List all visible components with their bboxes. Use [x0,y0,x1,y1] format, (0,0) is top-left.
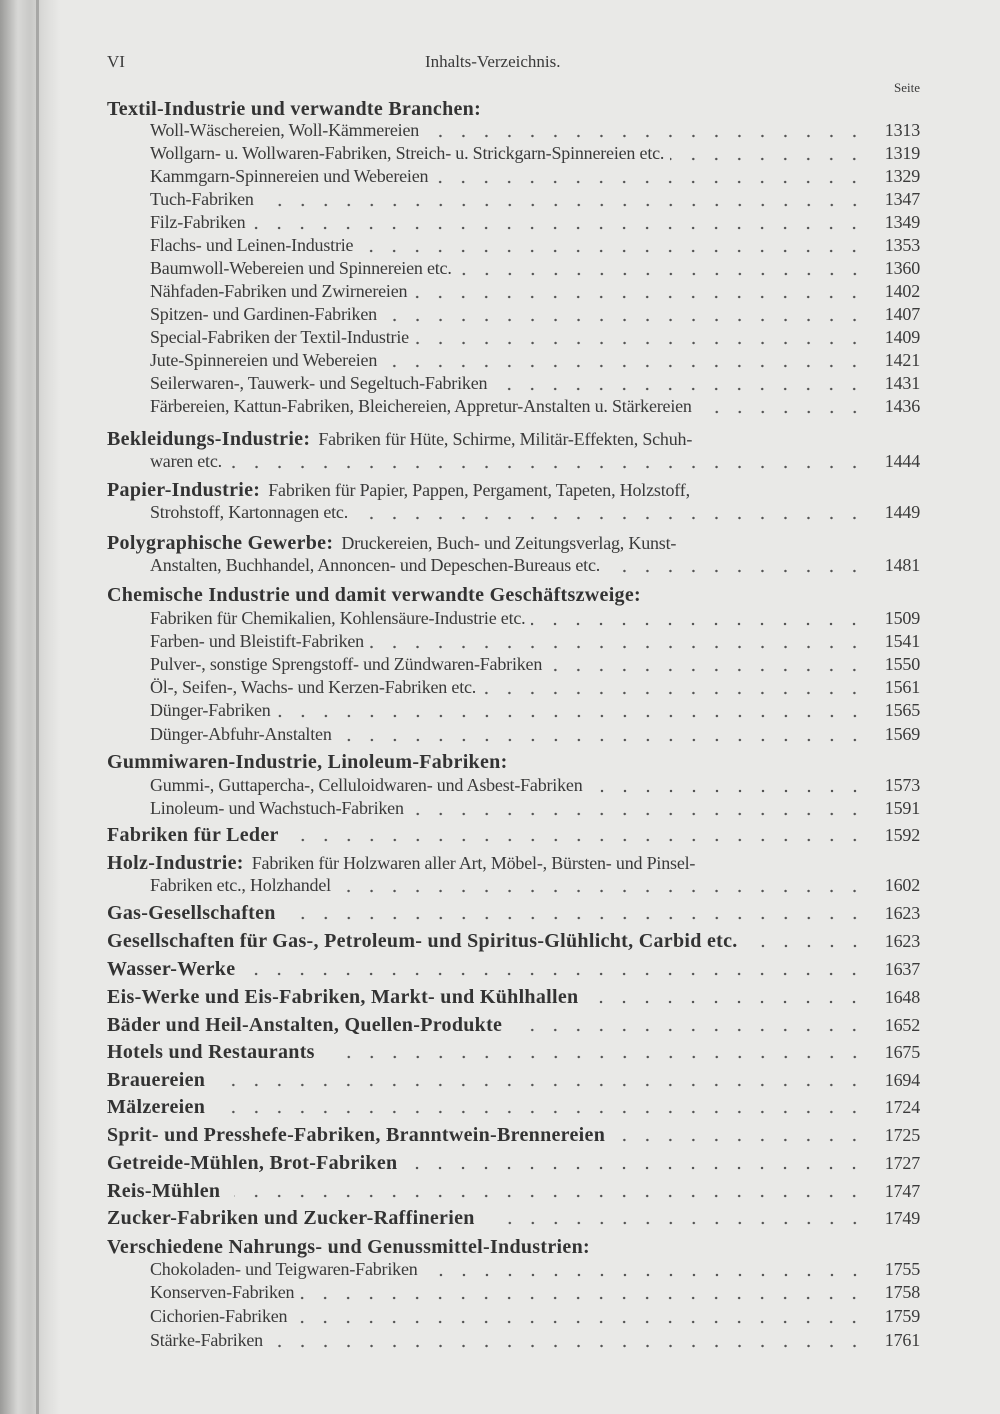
section-heading: Mälzereien [107,1096,206,1118]
dot-leader [415,341,866,345]
dot-leader [698,410,866,414]
dot-leader [413,295,866,299]
toc-entry [150,654,920,678]
book-spine-line [36,0,39,1414]
section-heading: Chemische Industrie und damit verwandte Geschäftszweige: [107,584,641,606]
toc-entry [150,631,920,655]
entry-label: Fabriken für Holzwaren aller Art, Möbel-, Bürsten- und Pinsel- [251,853,696,873]
page-ref: 1313 [884,120,920,140]
dot-leader [219,1110,866,1114]
section-heading: Gummiwaren-Industrie, Linoleum-Fabriken: [107,751,508,773]
dot-leader [670,157,866,161]
toc-entry [150,775,920,799]
toc-entry [150,258,920,282]
entry-label: Anstalten, Buchhandel, Annoncen- und Depeschen-Bureaus etc. [150,555,601,575]
page-ref: 1569 [884,724,920,744]
page-ref: 1591 [884,798,920,818]
page-ref: 1623 [884,903,920,923]
dot-leader [482,691,866,695]
dot-leader [228,465,866,469]
toc-entry [150,1282,920,1306]
dot-leader [300,1296,866,1300]
page-ref: 1592 [884,825,920,845]
page-number: VI [107,52,125,71]
section-chemie [107,584,920,608]
dot-leader [489,1221,866,1225]
entry-label: waren etc. [150,451,222,471]
section-nahrung [107,1236,920,1260]
page-ref: 1602 [884,875,920,895]
section-heading: Holz-Industrie: [107,852,244,874]
toc-entry [150,677,920,701]
page-title: Inhalts-Verzeichnis. [425,52,561,71]
page-ref: 1431 [884,373,920,393]
toc-entry [150,555,920,579]
dot-leader [293,838,866,842]
toc-entry [150,798,920,822]
dot-leader [383,318,866,322]
page-ref: 1541 [884,631,920,651]
page-ref: 1675 [884,1042,920,1062]
toc-entry [150,724,920,748]
page-ref: 1436 [884,396,920,416]
page-ref: 1481 [884,555,920,575]
dot-leader [434,180,866,184]
page-ref: 1749 [884,1208,920,1228]
seite-label: Seite [894,80,920,95]
page-ref: 1421 [884,350,920,370]
section-heading: Getreide-Mühlen, Brot-Fabriken [107,1152,398,1174]
page-ref: 1407 [884,304,920,324]
page-ref: 1319 [884,143,920,163]
entry-label: Wollgarn- u. Wollwaren-Fabriken, Streich- u. Strickgarn-Spinnereien etc. [150,143,665,163]
page-ref: 1727 [884,1153,920,1173]
toc-entry [150,350,920,374]
toc-entry [150,1259,920,1283]
section-heading: Polygraphische Gewerbe: [107,532,334,554]
section-heading: Verschiedene Nahrungs- und Genussmittel-Industrien: [107,1236,590,1258]
page-ref: 1347 [884,189,920,209]
dot-leader [370,645,866,649]
page-ref: 1758 [884,1282,920,1302]
page-ref: 1573 [884,775,920,795]
dot-leader [424,1273,866,1277]
book-spine-shadow [0,0,60,1414]
section-heading: Bäder und Heil-Anstalten, Quellen-Produkte [107,1014,503,1036]
section-entry [107,1096,920,1120]
section-leder [107,824,920,848]
section-entry [107,1041,920,1065]
dot-leader [410,812,866,816]
toc-entry [150,1306,920,1330]
section-heading: Gesellschaften für Gas-, Petroleum- und Spiritus-Glühlicht, Carbid etc. [107,930,738,952]
page-ref: 1652 [884,1015,920,1035]
page-ref: 1761 [884,1330,920,1350]
page-ref: 1353 [884,235,920,255]
page-ref: 1550 [884,654,920,674]
section-heading: Hotels und Restaurants [107,1041,315,1063]
dot-leader [531,622,866,626]
entry-label: Filz-Fabriken [150,212,246,232]
page-ref: 1694 [884,1070,920,1090]
page-ref: 1444 [884,451,920,471]
dot-leader [249,972,866,976]
toc-entry [150,327,920,351]
entry-label: Seilerwaren-, Tauwerk- und Segeltuch-Fabriken [150,373,488,393]
dot-leader [219,1083,866,1087]
toc-entry [150,373,920,397]
dot-leader [234,1194,866,1198]
section-entry [107,958,920,982]
page-ref: 1724 [884,1097,920,1117]
section-entry [107,1014,920,1038]
dot-leader [548,668,866,672]
entry-label: Dünger-Fabriken [150,700,271,720]
entry-label: Gummi-, Guttapercha-, Celluloidwaren- und Asbest-Fabriken [150,775,583,795]
dot-leader [293,1320,866,1324]
toc-entry [150,143,920,167]
entry-label: Nähfaden-Fabriken und Zwirnereien [150,281,408,301]
section-entry [107,1069,920,1093]
toc-entry [150,396,920,420]
dot-leader [592,1000,866,1004]
toc-entry [150,304,920,328]
dot-leader [359,249,866,253]
entry-label: Konserven-Fabriken [150,1282,295,1302]
section-entry [107,1152,920,1176]
dot-leader [338,738,866,742]
page-ref: 1409 [884,327,920,347]
section-bekleidung [107,428,920,452]
dot-leader [516,1028,866,1032]
section-entry [107,930,920,954]
page-ref: 1349 [884,212,920,232]
section-heading: Bekleidungs-Industrie: [107,428,311,450]
entry-label: Cichorien-Fabriken [150,1306,288,1326]
entry-label: Chokoladen- und Teigwaren-Fabriken [150,1259,418,1279]
page-ref: 1449 [884,502,920,522]
section-gummi [107,751,920,775]
page-ref: 1623 [884,931,920,951]
section-heading: Wasser-Werke [107,958,236,980]
dot-leader [458,272,866,276]
entry-label: Special-Fabriken der Textil-Industrie [150,327,409,347]
page-ref: 1360 [884,258,920,278]
dot-leader [425,134,866,138]
toc-entry [150,281,920,305]
dot-leader [752,944,866,948]
page-ref: 1329 [884,166,920,186]
section-heading: Textil-Industrie und verwandte Branchen: [107,98,482,120]
dot-leader [493,387,866,391]
section-holz [107,852,920,876]
dot-leader [606,569,866,573]
toc-entry [150,189,920,213]
entry-label: Baumwoll-Webereien und Spinnereien etc. [150,258,452,278]
section-entry [107,1180,920,1204]
dot-leader [383,364,866,368]
dot-leader [277,714,866,718]
section-heading: Gas-Gesellschaften [107,902,276,924]
dot-leader [589,789,867,793]
dot-leader [290,916,866,920]
section-heading: Reis-Mühlen [107,1180,221,1202]
page-ref: 1565 [884,700,920,720]
entry-label: Öl-, Seifen-, Wachs- und Kerzen-Fabriken etc. [150,677,477,697]
toc-entry [150,166,920,190]
entry-label: Tuch-Fabriken [150,189,254,209]
toc-entry [150,875,920,899]
page-ref: 1637 [884,959,920,979]
dot-leader [411,1166,866,1170]
section-textil [107,98,920,122]
section-heading: Eis-Werke und Eis-Fabriken, Markt- und Kühlhallen [107,986,579,1008]
section-entry [107,1124,920,1148]
section-heading: Zucker-Fabriken und Zucker-Raffinerien [107,1207,475,1229]
entry-label: Dünger-Abfuhr-Anstalten [150,724,332,744]
toc-entry [150,700,920,724]
toc-entry [150,451,920,475]
section-papier [107,479,920,503]
entry-label: Stärke-Fabriken [150,1330,263,1350]
entry-label: Färbereien, Kattun-Fabriken, Bleichereien, Appretur-Anstalten u. Stärkereien [150,396,692,416]
dot-leader [619,1138,866,1142]
entry-label: Strohstoff, Kartonnagen etc. [150,502,349,522]
entry-label: Flachs- und Leinen-Industrie [150,235,354,255]
entry-label: Fabriken für Hüte, Schirme, Militär-Effekten, Schuh- [318,429,693,449]
entry-label: Pulver-, sonstige Sprengstoff- und Zündwaren-Fabriken [150,654,543,674]
entry-label: Farben- und Bleistift-Fabriken [150,631,364,651]
entry-label: Fabriken etc., Holzhandel [150,875,331,895]
toc-entry [150,120,920,144]
toc-entry [150,212,920,236]
entry-label: Fabriken für Papier, Pappen, Pergament, Tapeten, Holzstoff, [268,480,690,500]
section-heading: Papier-Industrie: [107,479,261,501]
entry-label: Fabriken für Chemikalien, Kohlensäure-Industrie etc. [150,608,526,628]
page-ref: 1759 [884,1306,920,1326]
toc-entry [150,235,920,259]
entry-label: Jute-Spinnereien und Webereien [150,350,378,370]
dot-leader [337,889,866,893]
section-heading: Fabriken für Leder [107,824,279,846]
entry-label: Woll-Wäschereien, Woll-Kämmereien [150,120,420,140]
section-polygraph [107,532,920,556]
entry-label: Spitzen- und Gardinen-Fabriken [150,304,377,324]
toc-entry [150,608,920,632]
toc-entry [150,502,920,526]
section-entry [107,902,920,926]
entry-label: Kammgarn-Spinnereien und Webereien [150,166,429,186]
dot-leader [251,226,866,230]
page-ref: 1402 [884,281,920,301]
page-ref: 1561 [884,677,920,697]
page-ref: 1648 [884,987,920,1007]
dot-leader [329,1055,866,1059]
dot-leader [354,516,866,520]
entry-label: Druckereien, Buch- und Zeitungsverlag, Kunst- [341,533,677,553]
page-ref: 1509 [884,608,920,628]
page-ref: 1747 [884,1181,920,1201]
section-heading: Sprit- und Presshefe-Fabriken, Branntwein-Brennereien [107,1124,606,1146]
section-heading: Brauereien [107,1069,206,1091]
page-ref: 1755 [884,1259,920,1279]
section-entry [107,986,920,1010]
toc-entry [150,1330,920,1354]
dot-leader [260,203,866,207]
dot-leader [269,1344,866,1348]
page-ref: 1725 [884,1125,920,1145]
section-entry [107,1207,920,1231]
entry-label: Linoleum- und Wachstuch-Fabriken [150,798,404,818]
